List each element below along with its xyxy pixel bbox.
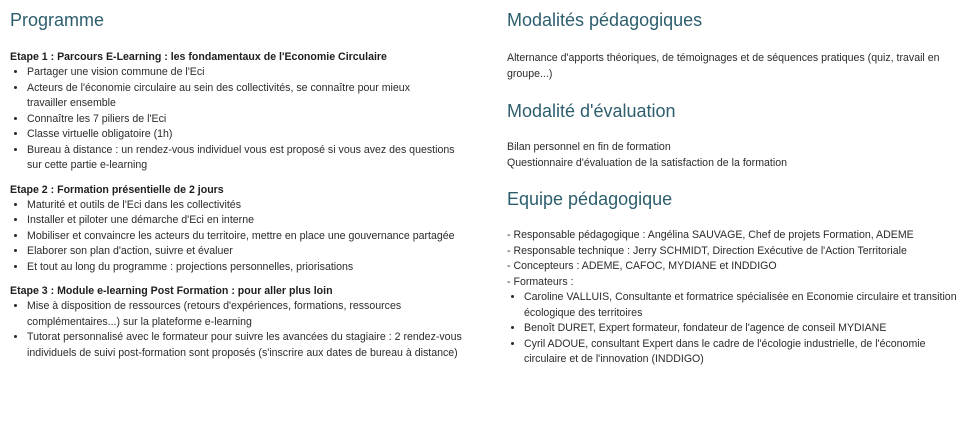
step-list bbox=[10, 299, 470, 361]
step-title: Etape 2 : Formation présentielle de 2 jours bbox=[10, 183, 224, 196]
formateurs-list bbox=[507, 290, 977, 368]
step-list bbox=[10, 198, 470, 276]
info-column bbox=[507, 8, 977, 368]
equipe-line: - Concepteurs : ADEME, CAFOC, MYDIANE et INDDIGO bbox=[507, 260, 777, 272]
evaluation-section bbox=[507, 99, 977, 171]
list-item: • Et tout au long du programme : projections personnelles, priorisations bbox=[27, 260, 470, 276]
equipe-section bbox=[507, 187, 977, 368]
equipe-line: - Responsable pédagogique : Angélina SAUVAGE, Chef de projets Formation, ADEME bbox=[507, 229, 914, 241]
list-item: • Mobiliser et convaincre les acteurs du territoire, mettre en place une gouvernance partagée bbox=[27, 229, 470, 245]
list-item: • Mise à disposition de ressources (retours d'expériences, formations, ressources complémentaires...) sur la plateforme e-learning bbox=[27, 299, 470, 330]
list-item: • Connaître les 7 piliers de l'Eci bbox=[27, 112, 470, 128]
step-title: Etape 3 : Module e-learning Post Formation : pour aller plus loin bbox=[10, 285, 333, 297]
programme-section bbox=[10, 8, 470, 361]
step-2 bbox=[10, 183, 470, 276]
list-item: • Classe virtuelle obligatoire (1h) bbox=[27, 127, 470, 143]
equipe-line: - Formateurs : bbox=[507, 275, 574, 288]
step-title: Etape 1 : Parcours E-Learning : les fondamentaux de l'Economie Circulaire bbox=[10, 51, 387, 63]
evaluation-title: Modalité d'évaluation bbox=[507, 101, 676, 121]
list-item: • Tutorat personnalisé avec le formateur pour suivre les avancées du stagiaire : 2 rendez-vous individuels de suivi post-formation sont proposés (s'inscrire aux dates de bureau à distance) bbox=[27, 330, 470, 361]
list-item: • Acteurs de l'économie circulaire au sein des collectivités, se connaître pour mieux travailler ensemble bbox=[27, 81, 470, 112]
modalites-title: Modalités pédagogiques bbox=[507, 10, 703, 30]
list-item: • Bureau à distance : un rendez-vous individuel vous est proposé si vous avez des questions sur cette partie e-learning bbox=[27, 143, 470, 174]
modalites-text: Alternance d'apports théoriques, de témoignages et de séquences pratiques (quiz, travail en groupe...) bbox=[507, 52, 940, 80]
step-1 bbox=[10, 50, 470, 174]
equipe-title: Equipe pédagogique bbox=[507, 189, 673, 209]
list-item: • Elaborer son plan d'action, suivre et évaluer bbox=[27, 244, 470, 260]
list-item: • Installer et piloter une démarche d'Eci en interne bbox=[27, 213, 470, 229]
step-3 bbox=[10, 284, 470, 361]
list-item: • Cyril ADOUE, consultant Expert dans le cadre de l'écologie industrielle, de l'économie circulaire et de l'innovation (INDDIGO) bbox=[524, 337, 977, 368]
evaluation-line: Questionnaire d'évaluation de la satisfaction de la formation bbox=[507, 156, 787, 169]
list-item: • Caroline VALLUIS, Consultante et formatrice spécialisée en Economie circulaire et transition écologique des territoires bbox=[524, 290, 977, 321]
list-item: • Partager une vision commune de l'Eci bbox=[27, 65, 470, 81]
modalites-section bbox=[507, 8, 977, 82]
list-item: • Maturité et outils de l'Eci dans les collectivités bbox=[27, 198, 470, 214]
equipe-line: - Responsable technique : Jerry SCHMIDT, Direction Exécutive de l'Action Territoriale bbox=[507, 244, 907, 257]
list-item: • Benoît DURET, Expert formateur, fondateur de l'agence de conseil MYDIANE bbox=[524, 321, 977, 337]
evaluation-line: Bilan personnel en fin de formation bbox=[507, 141, 671, 153]
programme-title: Programme bbox=[10, 10, 105, 30]
step-list bbox=[10, 65, 470, 174]
